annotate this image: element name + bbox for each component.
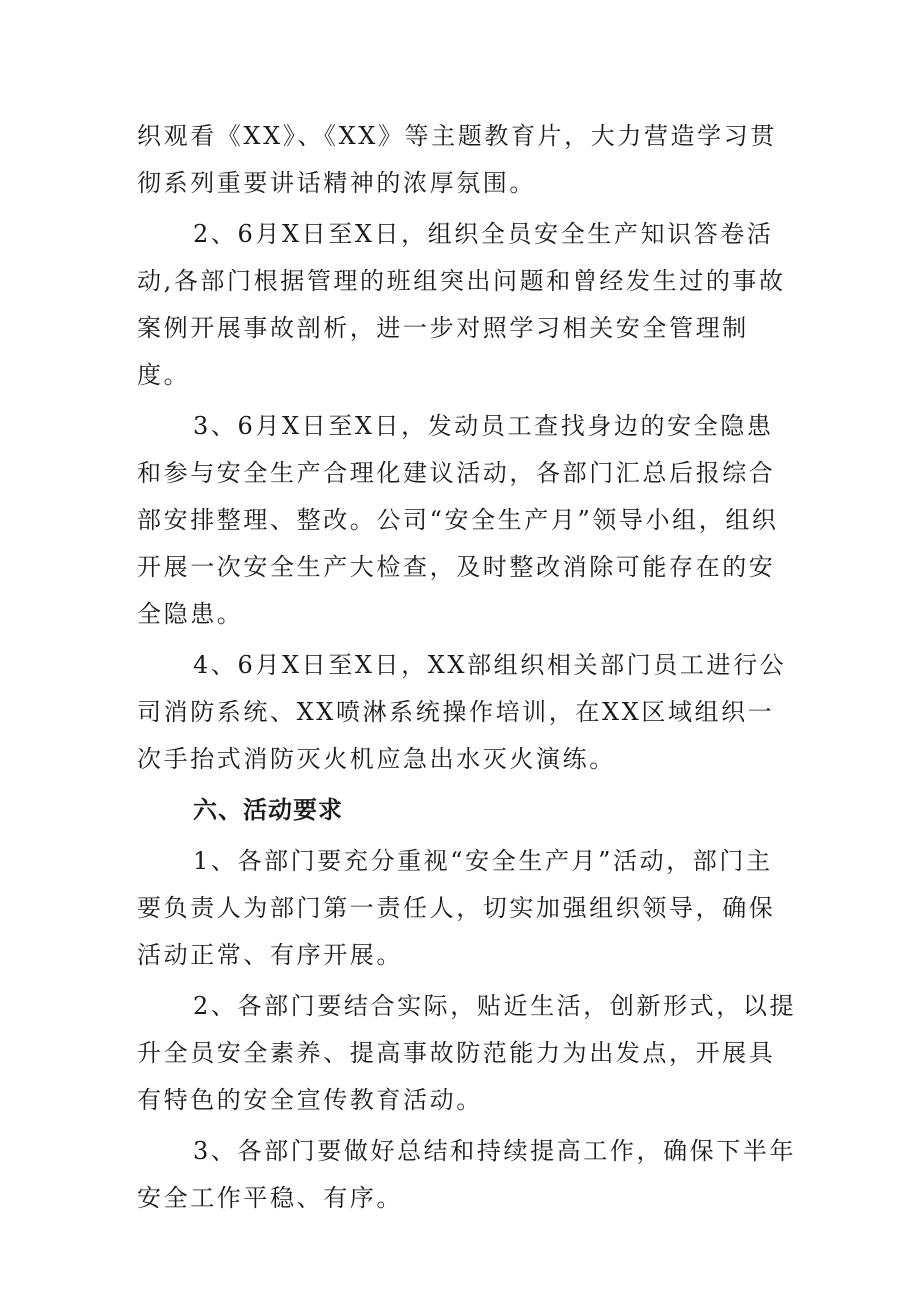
document-body: [137, 113, 797, 1222]
paragraph-requirement-2: 2、各部门要结合实际，贴近生活，创新形式，以提升全员安全素养、提高事故防范能力为出发点，开展具有特色的安全宣传教育活动。: [137, 992, 797, 1114]
paragraph-requirement-3: 3、各部门要做好总结和持续提高工作，确保下半年安全工作平稳、有序。: [137, 1137, 797, 1212]
paragraph-item-2: 2、6月X日至X日，组织全员安全生产知识答卷活动,各部门根据管理的班组突出问题和曾经发生过的事故案例开展事故剖析，进一步对照学习相关安全管理制度。: [137, 220, 786, 389]
paragraph-item-3: 3、6月X日至X日，发动员工查找身边的安全隐患和参与安全生产合理化建议活动，各部门汇总后报综合部安排整理、整改。公司“安全生产月”领导小组，组织开展一次安全生产大检查，及时整改消除可能存在的安全隐患。: [137, 412, 779, 628]
paragraph-continuation: 织观看《XX》、《XX》等主题教育片，大力营造学习贯彻系列重要讲话精神的浓厚氛围。: [137, 122, 777, 197]
paragraph-item-4: 4、6月X日至X日，XX部组织相关部门员工进行公司消防系统、XX喷淋系统操作培训，在XX区域组织一次手抬式消防灭火机应急出水灭火演练。: [137, 651, 787, 773]
paragraph-requirement-1: 1、各部门要充分重视“安全生产月”活动，部门主要负责人为部门第一责任人，切实加强组织领导，确保活动正常、有序开展。: [137, 847, 776, 969]
section-heading-requirements: 六、活动要求: [193, 796, 343, 824]
